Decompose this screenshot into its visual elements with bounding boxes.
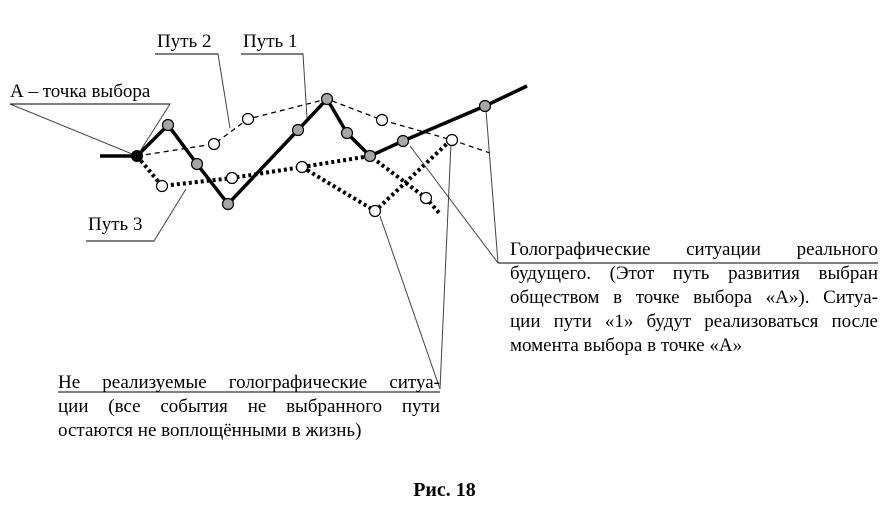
leader-path1 — [241, 54, 307, 118]
real-node — [365, 151, 376, 162]
label-path1: Путь 1 — [243, 31, 298, 52]
leader-real-2 — [486, 110, 498, 263]
unreal-node — [227, 173, 238, 184]
real-note-line: обществом в точке выбора «А»). Ситуа- — [510, 287, 878, 308]
unreal-node — [377, 115, 388, 126]
label-point-a: А – точка выбора — [10, 81, 151, 102]
unreal-node — [157, 181, 168, 192]
real-node — [398, 136, 409, 147]
unreal-node — [421, 193, 432, 204]
real-node — [480, 101, 491, 112]
unreal-note-line: Не реализуемые голографические ситуа- — [58, 372, 440, 393]
real-note-line: будущего. (Этот путь развития выбран — [510, 263, 878, 284]
choice-point-a — [132, 151, 143, 162]
label-path2: Путь 2 — [157, 31, 212, 52]
leader-path2 — [155, 54, 230, 128]
real-node — [322, 94, 333, 105]
real-node — [342, 128, 353, 139]
unreal-note-line: остаются не воплощёнными в жизнь) — [58, 420, 362, 441]
leader-unreal-2 — [440, 143, 451, 389]
leader-unreal-1 — [380, 216, 440, 389]
unreal-node — [243, 114, 254, 125]
unrealized-note — [58, 371, 440, 443]
unreal-node — [447, 135, 458, 146]
figure-caption: Рис. 18 — [413, 479, 476, 501]
path3-line-forward — [137, 156, 440, 214]
leader-point-a-2 — [10, 104, 137, 156]
unreal-node — [297, 162, 308, 173]
real-node — [223, 199, 234, 210]
real-note-line: ции пути «1» будут реализоваться после — [510, 311, 878, 332]
unreal-node — [370, 206, 381, 217]
real-note-line: Голографические ситуации реального — [510, 239, 878, 260]
real-node — [163, 120, 174, 131]
leader-real-1 — [410, 146, 498, 263]
real-node — [192, 159, 203, 170]
unreal-note-line: ции (все события не выбранного пути — [58, 396, 440, 417]
label-path3: Путь 3 — [88, 214, 143, 235]
real-future-note — [510, 238, 878, 358]
unreal-node — [209, 139, 220, 150]
real-note-line: момента выбора в точке «А» — [510, 335, 743, 356]
real-node — [293, 125, 304, 136]
